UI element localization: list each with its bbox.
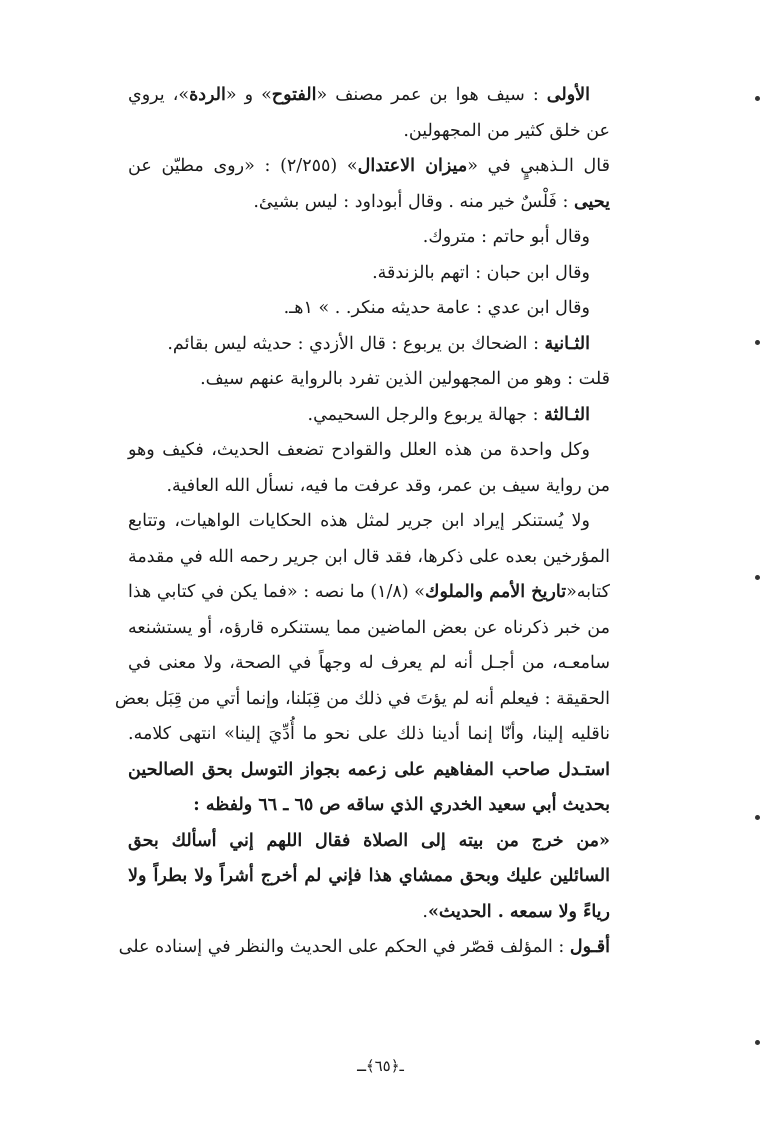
edge-mark <box>755 340 760 345</box>
text-line <box>128 114 610 150</box>
text-segment: : جهالة يربوع والرجل السحيمي. <box>307 404 545 425</box>
text-line <box>128 220 610 256</box>
bold-segment: ميزان الاعتدال <box>357 156 468 176</box>
text-segment: سامعـه، من أجـل أنه لم يعرف له وجهاً في الصحة، ولا معنى في <box>128 653 610 673</box>
text-segment: وقال ابن حبان : اتهم بالزندقة. <box>372 262 590 283</box>
text-line <box>128 362 610 398</box>
text-line <box>128 575 610 611</box>
text-line <box>128 256 610 292</box>
bold-segment: بحديث أبي سعيد الخدري الذي ساقه ص ٦٥ ـ ٦٦ ولفظه : <box>193 795 610 815</box>
text-line <box>118 930 610 966</box>
bold-segment: «من خرج من بيته إلى الصلاة فقال اللهم إني أسألك بحق <box>128 830 610 851</box>
text-line <box>128 433 610 469</box>
text-segment: المؤرخين بعده على ذكرها، فقد قال ابن جرير رحمه الله في مقدمة <box>128 546 610 567</box>
text-line <box>128 78 610 114</box>
edge-mark <box>755 575 760 580</box>
text-line <box>128 859 610 895</box>
text-segment: الحقيقة : فيعلم أنه لم يؤتَ في ذلك من قِبَلنا، وإنما أتي من قِبَل بعض <box>114 688 610 709</box>
text-line <box>128 149 610 185</box>
text-segment: من خبر ذكرناه عن بعض الماضين مما يستنكره قارؤه، أو يستشنعه <box>128 617 610 638</box>
text-line <box>128 788 610 824</box>
text-line <box>128 185 610 221</box>
text-segment: : فَلْسٌ خير منه . وقال أبوداود : ليس بشيئ. <box>253 191 574 212</box>
text-line <box>128 717 610 753</box>
text-segment: كتابه« <box>566 582 610 602</box>
text-segment: عن خلق كثير من المجهولين. <box>403 120 610 141</box>
text-segment: ناقليه إلينا، وأنّا إنما أدينا ذلك على نحو ما أُدِّيَ إلينا» انتهى كلامه. <box>128 724 610 744</box>
edge-mark <box>755 96 760 101</box>
bold-segment: الفتوح <box>271 85 317 105</box>
page-body <box>114 78 610 966</box>
text-segment: وقال أبو حاتم : متروك. <box>422 227 590 247</box>
page-number: ـ﴿٦٥﴾ـ <box>357 1057 404 1075</box>
bold-segment: تاريخ الأمم والملوك <box>425 582 567 602</box>
text-segment: قلت : وهو من المجهولين الذين تفرد بالرواية عنهم سيف. <box>200 369 610 389</box>
bold-segment: الأولى <box>546 85 590 105</box>
bold-segment: الثـالثة <box>544 404 590 425</box>
text-segment: : الضحاك بن يربوع : قال الأزدي : حديثه ليس بقائم. <box>167 333 545 354</box>
text-line <box>128 895 610 931</box>
text-segment: »، يروي <box>128 85 190 105</box>
bold-segment: الثـانية <box>544 333 590 354</box>
text-segment: » (١/٨) ما نصه : «فما يكن في كتابي هذا <box>128 582 426 602</box>
bold-segment: السائلين عليك وبحق ممشاي هذا فإني لم أخرج أشراً ولا بطراً ولا <box>128 866 610 886</box>
text-line <box>128 504 610 540</box>
text-segment: من رواية سيف بن عمر، وقد عرفت ما فيه، نسأل الله العافية. <box>166 475 610 496</box>
text-line <box>128 469 610 505</box>
text-segment: وقال ابن عدي : عامة حديثه منكر. . » ١هـ. <box>283 298 590 318</box>
text-line <box>128 327 610 363</box>
bold-segment: يحيى <box>573 191 610 212</box>
bold-segment: أقـول <box>569 937 610 957</box>
text-line <box>128 540 610 576</box>
text-segment: » و « <box>225 85 272 105</box>
bold-segment: الردة <box>189 85 226 105</box>
text-line <box>128 398 610 434</box>
text-segment: ولا يُستنكر إيراد ابن جرير لمثل هذه الحكايات الواهيات، وتتابع <box>128 511 590 531</box>
edge-mark <box>755 1040 760 1045</box>
bold-segment: رياءً ولا سمعه . الحديث» <box>427 901 610 922</box>
text-line <box>128 824 610 860</box>
text-segment: : سيف هوا بن عمر مصنف « <box>316 85 547 105</box>
text-segment: قال الـذهبيٍ في « <box>467 156 610 176</box>
text-line <box>128 753 610 789</box>
text-segment: » (٢/٢٥٥) : «روى مطيّن عن <box>128 156 358 176</box>
text-line <box>114 682 610 718</box>
text-segment: وكل واحدة من هذه العلل والقوادح تضعف الحديث، فكيف وهو <box>128 440 590 460</box>
text-segment: . <box>422 901 428 922</box>
edge-mark <box>755 815 760 820</box>
text-line <box>128 611 610 647</box>
text-line <box>128 291 610 327</box>
bold-segment: استـدل صاحب المفاهيم على زعمه بجواز التوسل بحق الصالحين <box>128 759 610 780</box>
text-segment: : المؤلف قصّر في الحكم على الحديث والنظر في إسناده على <box>118 937 570 957</box>
text-line <box>128 646 610 682</box>
